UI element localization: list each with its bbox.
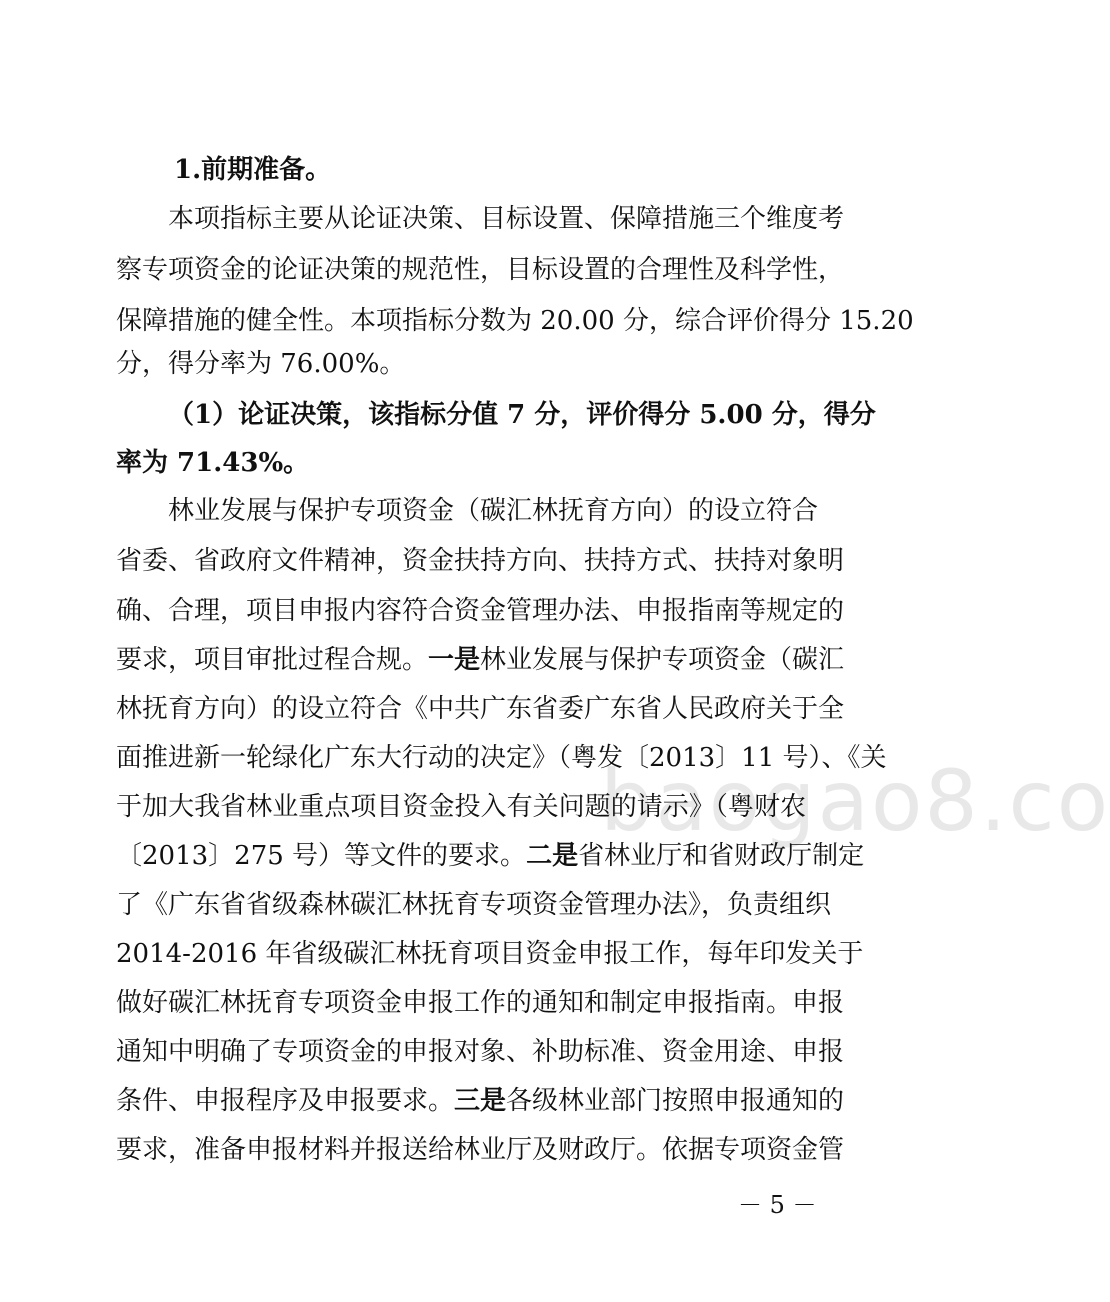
- emphasis-first: 一是: [428, 645, 481, 675]
- watermark: baogao8.co: [600, 752, 1110, 850]
- paragraph3-line14: 要求，准备申报材料并报送给林业厅及财政厅。依据专项资金管: [116, 1135, 845, 1165]
- paragraph3-line5: 林抚育方向）的设立符合《中共广东省委广东省人民政府关于全: [116, 694, 845, 724]
- paragraph3-line13-text-c: 各级林业部门按照申报通知的: [506, 1086, 845, 1116]
- paragraph1-line3: 保障措施的健全性。本项指标分数为 20.00 分，综合评价得分 15.20: [116, 306, 914, 336]
- paragraph3-line9: 了《广东省省级森林碳汇林抚育专项资金管理办法》，负责组织: [116, 890, 832, 920]
- paragraph3-line2: 省委、省政府文件精神，资金扶持方向、扶持方式、扶持对象明: [116, 546, 845, 576]
- paragraph3-line4-text-c: 林业发展与保护专项资金（碳汇: [480, 645, 845, 675]
- paragraph3-line13: [116, 1084, 845, 1118]
- emphasis-third: 三是: [454, 1086, 507, 1116]
- paragraph3-line10: 2014-2016 年省级碳汇林抚育项目资金申报工作，每年印发关于: [116, 939, 864, 969]
- paragraph1-line2: 察专项资金的论证决策的规范性，目标设置的合理性及科学性，: [116, 255, 845, 285]
- paragraph3-line4-text-a: 要求，项目审批过程合规。: [116, 645, 429, 675]
- paragraph3-line8: [116, 839, 865, 873]
- paragraph3-line4: [116, 643, 845, 677]
- paragraph2-line2: 率为 71.43%。: [116, 448, 310, 478]
- paragraph3-line3: 确、合理，项目申报内容符合资金管理办法、申报指南等规定的: [116, 596, 845, 626]
- page-number: － 5 －: [738, 1191, 817, 1219]
- paragraph1-line4: 分，得分率为 76.00%。: [116, 349, 406, 379]
- paragraph3-line8-text-c: 省林业厅和省财政厅制定: [578, 841, 865, 871]
- paragraph3-line11: 做好碳汇林抚育专项资金申报工作的通知和制定申报指南。申报: [116, 988, 845, 1018]
- paragraph3-line8-text-a: 〔2013〕275 号）等文件的要求。: [116, 841, 527, 871]
- paragraph2-line1: （1）论证决策，该指标分值 7 分，评价得分 5.00 分，得分: [168, 400, 876, 430]
- paragraph3-line6: 面推进新一轮绿化广东大行动的决定》（粤发〔2013〕11 号）、《关: [116, 743, 887, 773]
- paragraph3-line1: 林业发展与保护专项资金（碳汇林抚育方向）的设立符合: [168, 496, 819, 526]
- section-heading: 1.前期准备。: [174, 155, 332, 185]
- paragraph3-line12: 通知中明确了专项资金的申报对象、补助标准、资金用途、申报: [116, 1037, 845, 1067]
- emphasis-second: 二是: [526, 841, 579, 871]
- paragraph3-line13-text-a: 条件、申报程序及申报要求。: [116, 1086, 455, 1116]
- paragraph1-line1: 本项指标主要从论证决策、目标设置、保障措施三个维度考: [168, 204, 845, 234]
- paragraph3-line7: 于加大我省林业重点项目资金投入有关问题的请示》（粤财农: [116, 792, 806, 822]
